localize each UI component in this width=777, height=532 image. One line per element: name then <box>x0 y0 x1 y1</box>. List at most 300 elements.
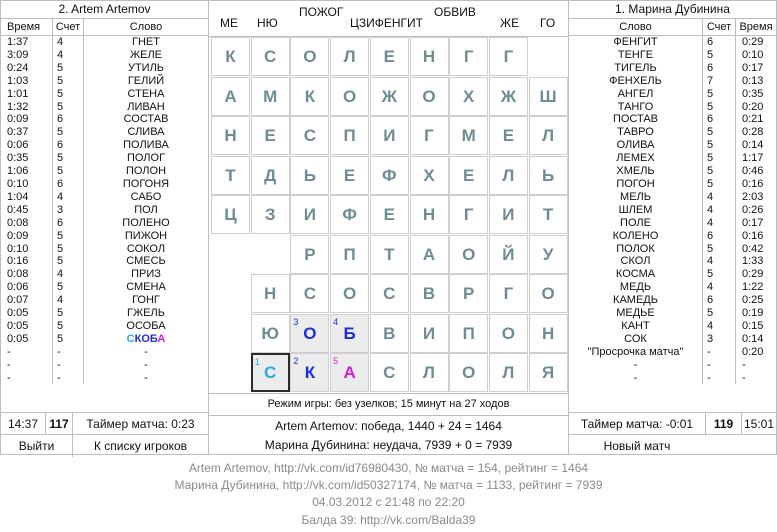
row-time: 0:17 <box>736 62 777 75</box>
step-number: 4 <box>333 316 339 327</box>
row-word: ПИЖОН <box>124 229 168 242</box>
row-word: КОСМА <box>615 268 656 281</box>
row-time: 1:37 <box>1 36 53 49</box>
row-word: ГЖЕЛЬ <box>127 307 165 320</box>
row-word: ГОНГ <box>132 294 160 307</box>
row-time: 1:17 <box>736 152 777 165</box>
step-number: 1 <box>254 357 260 367</box>
word-row <box>569 346 776 359</box>
row-score: - <box>703 359 736 372</box>
row-word: ПОГОН <box>616 177 655 190</box>
row-time: 1:03 <box>1 75 53 88</box>
board-cell[interactable]: Е <box>489 116 528 155</box>
column-header-time: Время <box>736 19 777 36</box>
column-header-word: Слово <box>569 19 703 36</box>
board-cell[interactable]: О <box>489 314 528 353</box>
board-cell[interactable]: Л <box>330 37 369 76</box>
row-score: 4 <box>53 268 84 281</box>
row-time: 0:13 <box>736 75 777 88</box>
board-cell[interactable] <box>529 37 568 76</box>
match-timer-label: Таймер матча: <box>580 417 663 431</box>
word-row <box>1 75 208 88</box>
board-cell[interactable]: П <box>330 235 369 274</box>
row-word: ПОЛЕ <box>620 216 651 229</box>
board-cell[interactable]: Й <box>489 235 528 274</box>
word-row <box>1 230 208 243</box>
board-cell[interactable]: Я <box>529 353 568 392</box>
word-row <box>569 217 776 230</box>
word-row <box>569 49 776 62</box>
row-time: 0:35 <box>1 152 53 165</box>
exit-button[interactable]: Выйти <box>18 439 55 453</box>
column-header-word: Слово <box>84 19 209 36</box>
row-time: 0:16 <box>736 230 777 243</box>
colored-letter: Б <box>149 332 158 345</box>
board-cell[interactable]: С <box>370 274 409 313</box>
board-cell[interactable]: Р <box>290 235 329 274</box>
board-cell[interactable]: Х <box>410 156 449 195</box>
board-cell[interactable]: Х <box>449 77 488 116</box>
word-row <box>569 243 776 256</box>
board-cell[interactable]: К 2 <box>290 353 329 392</box>
word-row <box>569 165 776 178</box>
player-panel-left <box>0 0 209 455</box>
row-score: 6 <box>53 139 84 152</box>
row-score: 4 <box>703 204 736 217</box>
board-cell[interactable]: Л <box>529 116 568 155</box>
row-word: - <box>633 358 638 371</box>
board-cell[interactable]: Д <box>251 156 290 195</box>
row-time: 0:05 <box>1 333 53 346</box>
move-history <box>209 1 568 37</box>
row-word: САБО <box>130 190 162 203</box>
match-timer <box>72 413 208 435</box>
totals-row <box>1 412 208 435</box>
row-word: ТЕНГЕ <box>617 48 654 61</box>
word-row <box>569 255 776 268</box>
board-cell[interactable]: Н <box>211 116 250 155</box>
row-word: КАМЕДЬ <box>613 294 658 307</box>
column-header-time: Время <box>1 19 53 36</box>
row-word: "Просрочка матча" <box>587 345 684 358</box>
word-row <box>1 372 208 385</box>
row-time: - <box>1 372 53 385</box>
result-player2: Марина Дубинина: неудача, 7939 + 0 = 7939 <box>264 438 513 452</box>
board-cell[interactable] <box>211 314 250 353</box>
board-cell[interactable]: Ш <box>529 77 568 116</box>
row-time: 1:32 <box>1 101 53 114</box>
board-cell[interactable]: Н <box>410 37 449 76</box>
board-cell[interactable]: У <box>529 235 568 274</box>
row-word: СЛИВА <box>127 126 165 139</box>
row-score: 4 <box>53 49 84 62</box>
player-title: 2. Artem Artemov <box>1 1 208 19</box>
row-score: 4 <box>703 191 736 204</box>
row-word: ОСОБА <box>126 319 166 332</box>
board-cell[interactable]: Л <box>489 156 528 195</box>
board-cell[interactable]: С <box>251 37 290 76</box>
word-row <box>569 359 776 372</box>
row-time: 1:06 <box>1 165 53 178</box>
board-cell[interactable]: А 5 <box>330 353 369 392</box>
board-cell[interactable]: Ж <box>370 77 409 116</box>
row-word: СОК <box>624 332 647 345</box>
board-cell[interactable]: В <box>410 274 449 313</box>
word-table <box>1 19 208 384</box>
board-cell[interactable] <box>211 274 250 313</box>
row-score: 5 <box>53 62 84 75</box>
move-word: ГО <box>540 16 556 30</box>
row-score: 4 <box>703 217 736 230</box>
row-score: 6 <box>53 113 84 126</box>
row-time: 0:09 <box>1 230 53 243</box>
word-row <box>569 333 776 346</box>
player-panel-right <box>568 0 777 455</box>
word-row <box>569 113 776 126</box>
row-score: 5 <box>703 268 736 281</box>
word-row <box>1 49 208 62</box>
board-cell[interactable]: К <box>211 37 250 76</box>
step-number: 2 <box>293 356 299 366</box>
row-score: - <box>53 346 84 359</box>
row-score: 5 <box>703 165 736 178</box>
new-match-button[interactable]: Новый матч <box>603 439 671 453</box>
row-score: - <box>703 346 736 359</box>
board-cell[interactable]: О <box>449 353 488 392</box>
board-cell[interactable]: М <box>251 77 290 116</box>
total-time: 15:01 <box>741 413 776 435</box>
row-time: - <box>736 359 777 372</box>
row-score: 5 <box>53 255 84 268</box>
row-score: 5 <box>53 243 84 256</box>
word-row <box>1 281 208 294</box>
board-cell[interactable]: И <box>410 314 449 353</box>
row-word: ОЛИВА <box>616 139 655 152</box>
colored-letter: А <box>157 332 166 345</box>
row-time: 0:16 <box>1 255 53 268</box>
board-cell[interactable]: С 1 <box>251 353 290 392</box>
match-timer-value: -0:01 <box>665 417 694 431</box>
row-word: - <box>144 358 148 371</box>
row-score: 5 <box>53 75 84 88</box>
row-time: 0:26 <box>736 204 777 217</box>
row-score: 3 <box>703 333 736 346</box>
match-date: 04.03.2012 с 21:48 по 22:20 <box>312 495 465 509</box>
row-time: 0:10 <box>1 178 53 191</box>
board-cell[interactable]: Е <box>330 156 369 195</box>
board-cell[interactable]: Т <box>370 235 409 274</box>
word-row <box>1 268 208 281</box>
row-time: 0:19 <box>736 307 777 320</box>
board-cell[interactable]: Н <box>251 274 290 313</box>
player-title: 1. Марина Дубинина <box>569 1 776 19</box>
word-row <box>569 178 776 191</box>
word-row <box>569 294 776 307</box>
row-time: 0:20 <box>736 346 777 359</box>
row-score: 5 <box>703 126 736 139</box>
board-cell[interactable]: О <box>449 235 488 274</box>
row-word: ХМЕЛЬ <box>616 165 655 178</box>
board-cell[interactable]: Ф <box>370 156 409 195</box>
row-time: 0:25 <box>736 294 777 307</box>
row-word: ЖЕЛЕ <box>129 48 163 61</box>
row-score: 6 <box>703 230 736 243</box>
board-cell[interactable]: Е <box>370 37 409 76</box>
row-score: 4 <box>53 294 84 307</box>
row-time: 1:33 <box>736 255 777 268</box>
row-score: 5 <box>53 230 84 243</box>
board-cell[interactable]: Ф <box>330 195 369 234</box>
game-board-panel <box>208 0 569 455</box>
row-time: 0:46 <box>736 165 777 178</box>
row-time: 0:08 <box>1 217 53 230</box>
player-list-button[interactable]: К списку игроков <box>72 435 208 457</box>
row-score: 4 <box>703 255 736 268</box>
row-word: СТЕНА <box>127 87 165 100</box>
board-cell[interactable]: Т <box>529 195 568 234</box>
row-time: 1:01 <box>1 88 53 101</box>
board-cell[interactable]: С <box>370 353 409 392</box>
word-row <box>569 75 776 88</box>
row-word: ТАНГО <box>617 100 654 113</box>
game-mode-text: Режим игры: без узелков; 15 минут на 27 ходов <box>209 393 568 414</box>
row-time: 0:21 <box>736 113 777 126</box>
row-word: ПОСТАВ <box>612 113 659 126</box>
board-cell[interactable]: Л <box>410 353 449 392</box>
row-score: 6 <box>53 217 84 230</box>
word-row <box>569 36 776 49</box>
word-row <box>1 204 208 217</box>
row-time: 2:03 <box>736 191 777 204</box>
row-word: ШЛЕМ <box>618 203 653 216</box>
board-cell[interactable]: О <box>529 274 568 313</box>
board-cell[interactable]: Б 4 <box>330 314 369 353</box>
word-row <box>1 88 208 101</box>
row-score: 5 <box>53 281 84 294</box>
board-cell[interactable] <box>211 235 250 274</box>
row-score: 5 <box>53 88 84 101</box>
board-cell[interactable]: С <box>290 116 329 155</box>
board-cell[interactable]: О <box>410 77 449 116</box>
board-cell[interactable]: В <box>370 314 409 353</box>
word-row <box>569 230 776 243</box>
word-row <box>1 36 208 49</box>
word-row <box>1 101 208 114</box>
board-cell[interactable]: Г <box>489 37 528 76</box>
board-cell[interactable]: Ь <box>529 156 568 195</box>
row-word: СМЕСЬ <box>126 255 166 268</box>
row-word: МЕЛЬ <box>620 190 651 203</box>
board-cell[interactable]: А <box>410 235 449 274</box>
row-score: 6 <box>703 113 736 126</box>
word-row <box>1 294 208 307</box>
row-time: 0:16 <box>736 178 777 191</box>
board-cell[interactable]: О <box>330 77 369 116</box>
row-score: - <box>53 372 84 385</box>
row-time: 0:28 <box>736 126 777 139</box>
row-score: 6 <box>53 178 84 191</box>
row-word: - <box>144 371 148 384</box>
row-time: 0:20 <box>736 101 777 114</box>
board-cell[interactable]: М <box>449 116 488 155</box>
word-row <box>569 152 776 165</box>
word-row <box>569 281 776 294</box>
row-time: 0:29 <box>736 268 777 281</box>
row-score: 4 <box>703 281 736 294</box>
row-word: ПОЛИВА <box>123 139 169 152</box>
board-cell[interactable]: Н <box>529 314 568 353</box>
board-cell[interactable]: Л <box>489 353 528 392</box>
board-cell[interactable] <box>251 235 290 274</box>
word-row <box>569 139 776 152</box>
row-time: 1:04 <box>1 191 53 204</box>
row-time: 0:29 <box>736 36 777 49</box>
move-word: ОБВИВ <box>434 5 476 19</box>
row-word <box>84 333 209 346</box>
row-score: 5 <box>703 101 736 114</box>
row-word: ГНЕТ <box>132 36 160 48</box>
move-word: ЦЗИФЕНГИТ <box>350 16 423 30</box>
move-word: ЖЕ <box>500 16 520 30</box>
row-time: 0:15 <box>736 320 777 333</box>
word-row <box>569 191 776 204</box>
row-score: 5 <box>53 152 84 165</box>
row-score: 5 <box>703 49 736 62</box>
board-cell[interactable]: П <box>449 314 488 353</box>
board-cell[interactable]: Г <box>449 37 488 76</box>
row-word: ГЕЛИЙ <box>127 74 165 87</box>
board-cell[interactable]: Г <box>410 116 449 155</box>
row-word: СОКОЛ <box>126 242 166 255</box>
row-word: ТИГЕЛЬ <box>614 61 657 74</box>
row-word: ПОЛ <box>134 203 158 216</box>
result-player1: Artem Artemov: победа, 1440 + 24 = 1464 <box>209 415 568 436</box>
colored-letter: С <box>126 332 135 345</box>
row-word: МЕДЬ <box>619 281 652 294</box>
info-line: Artem Artemov, http://vk.com/id76980430, № матча = 154, рейтинг = 1464 <box>188 461 589 475</box>
word-row <box>1 62 208 75</box>
board-cell[interactable]: Р <box>449 274 488 313</box>
board-cell[interactable]: С <box>290 274 329 313</box>
word-row <box>569 62 776 75</box>
board-cell[interactable]: И <box>370 116 409 155</box>
word-row <box>1 113 208 126</box>
word-row <box>1 359 208 372</box>
board-cell[interactable]: О 3 <box>290 314 329 353</box>
row-score: 3 <box>53 204 84 217</box>
row-time: 0:37 <box>1 126 53 139</box>
board-cell[interactable]: Г <box>489 274 528 313</box>
board-cell[interactable]: З <box>251 195 290 234</box>
row-word: - <box>144 345 148 358</box>
row-score: 6 <box>703 36 736 49</box>
board-cell[interactable]: П <box>330 116 369 155</box>
row-score: 5 <box>703 88 736 101</box>
row-score: 5 <box>53 165 84 178</box>
row-time: 0:09 <box>1 113 53 126</box>
word-row <box>569 204 776 217</box>
board-cell[interactable]: Н <box>410 195 449 234</box>
match-timer-value: 0:23 <box>171 417 195 431</box>
move-word: МЕ <box>220 16 238 30</box>
word-table <box>569 19 776 384</box>
row-time: 0:10 <box>736 49 777 62</box>
row-score: - <box>53 359 84 372</box>
word-row <box>1 243 208 256</box>
board-cell[interactable]: Е <box>449 156 488 195</box>
row-word: МЕДЬЕ <box>616 307 655 320</box>
row-time: 0:05 <box>1 320 53 333</box>
word-row <box>569 101 776 114</box>
word-row <box>569 372 776 385</box>
row-word: УТИЛЬ <box>127 61 165 74</box>
row-word: ПОГОНЯ <box>122 177 170 190</box>
board-cell[interactable]: Е <box>370 195 409 234</box>
row-word: ПОЛОН <box>125 165 167 178</box>
board-cell[interactable]: Ж <box>489 77 528 116</box>
total-score: 117 <box>45 413 72 435</box>
board-cell[interactable]: Ю <box>251 314 290 353</box>
board-cell[interactable]: Е <box>251 116 290 155</box>
row-score: 7 <box>703 75 736 88</box>
column-header-score: Счет <box>53 19 84 36</box>
board-cell[interactable]: Ц <box>211 195 250 234</box>
board-cell[interactable]: А <box>211 77 250 116</box>
word-row <box>1 217 208 230</box>
match-timer <box>569 413 705 435</box>
move-word: НЮ <box>257 16 278 30</box>
row-score: 6 <box>703 62 736 75</box>
word-row <box>569 307 776 320</box>
board-cell[interactable]: О <box>290 37 329 76</box>
row-score: 5 <box>53 320 84 333</box>
board-cell[interactable]: К <box>290 77 329 116</box>
board-cell[interactable]: Г <box>449 195 488 234</box>
row-word: СМЕНА <box>126 281 166 294</box>
colored-letter: О <box>141 332 150 345</box>
row-word: КОЛЕНО <box>612 229 659 242</box>
row-word: ЛИВАН <box>127 100 165 113</box>
row-word: - <box>633 371 638 384</box>
row-score: 5 <box>53 101 84 114</box>
board-cell[interactable] <box>211 353 250 392</box>
colored-letter: К <box>134 332 142 345</box>
row-word: СОСТАВ <box>123 113 169 126</box>
row-score: 4 <box>53 36 84 49</box>
row-time: 0:45 <box>1 204 53 217</box>
row-time: 0:10 <box>1 243 53 256</box>
row-score: 4 <box>703 320 736 333</box>
row-time: 0:17 <box>736 217 777 230</box>
row-time: 0:24 <box>1 62 53 75</box>
row-score: - <box>703 372 736 385</box>
board-cell[interactable]: И <box>290 195 329 234</box>
board-cell[interactable]: Т <box>211 156 250 195</box>
row-time: 1:22 <box>736 281 777 294</box>
row-word: ФЕНХЕЛЬ <box>609 74 662 87</box>
row-score: 5 <box>703 307 736 320</box>
word-row <box>1 178 208 191</box>
word-row <box>1 346 208 359</box>
board-cell[interactable]: О <box>330 274 369 313</box>
row-score: 4 <box>53 191 84 204</box>
board-cell[interactable]: Ь <box>290 156 329 195</box>
word-row <box>1 333 208 346</box>
word-row <box>569 88 776 101</box>
board-cell[interactable]: И <box>489 195 528 234</box>
row-word: ФЕНГИТ <box>613 36 658 48</box>
column-header-score: Счет <box>703 19 736 36</box>
